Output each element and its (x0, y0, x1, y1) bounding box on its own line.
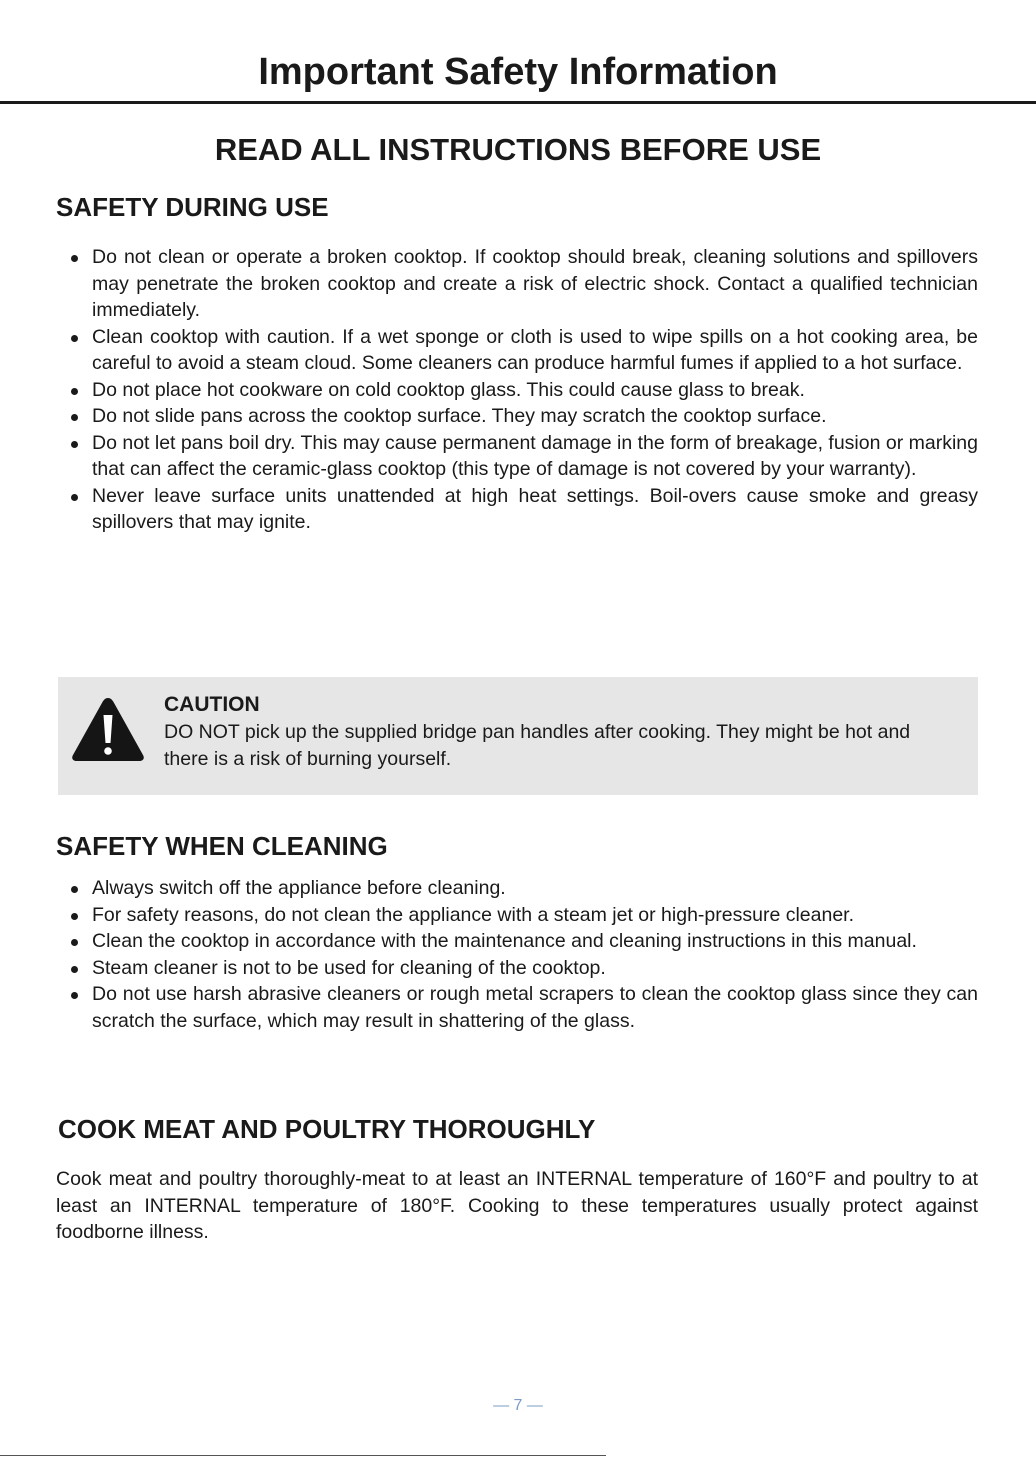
section-heading-cook-meat: COOK MEAT AND POULTRY THOROUGHLY (58, 1114, 596, 1144)
section-heading-safety-during-use: SAFETY DURING USE (56, 192, 329, 222)
page-subtitle: READ ALL INSTRUCTIONS BEFORE USE (214, 132, 822, 167)
warning-triangle-icon (70, 695, 146, 763)
list-item: Clean the cooktop in accordance with the maintenance and cleaning instructions in this manual. (70, 928, 978, 955)
page-title: Important Safety Information (258, 51, 778, 93)
list-item: Do not use harsh abrasive cleaners or rough metal scrapers to clean the cooktop glass since they can scratch the surface, which may result in shattering of the glass. (70, 981, 978, 1034)
bottom-divider (0, 1455, 606, 1456)
cook-meat-paragraph: Cook meat and poultry thoroughly-meat to at least an INTERNAL temperature of 160°F and poultry to at least an INTERNAL temperature of 180°F. Cooking to these temperatures usually protect against foodborne illness. (56, 1168, 978, 1243)
list-item: Do not place hot cookware on cold cooktop glass. This could cause glass to break. (70, 377, 978, 404)
list-item: Always switch off the appliance before cleaning. (70, 875, 978, 902)
safety-during-use-list (70, 244, 978, 536)
list-item: Do not slide pans across the cooktop surface. They may scratch the cooktop surface. (70, 403, 978, 430)
page-number: — 7 — (493, 1397, 543, 1414)
section-heading-safety-when-cleaning: SAFETY WHEN CLEANING (56, 831, 388, 861)
list-item: Never leave surface units unattended at high heat settings. Boil-overs cause smoke and greasy spillovers that may ignite. (70, 483, 978, 536)
list-item: Do not let pans boil dry. This may cause permanent damage in the form of breakage, fusion or marking that can affect the ceramic-glass cooktop (this type of damage is not covered by your warranty). (70, 430, 978, 483)
list-item: Clean cooktop with caution. If a wet sponge or cloth is used to wipe spills on a hot cooking area, be careful to avoid a steam cloud. Some cleaners can produce harmful fumes if applied to a hot surface. (70, 324, 978, 377)
caution-text: DO NOT pick up the supplied bridge pan handles after cooking. They might be hot and there is a risk of burning yourself. (164, 721, 911, 770)
list-item: Do not clean or operate a broken cooktop. If cooktop should break, cleaning solutions and spillovers may penetrate the broken cooktop and create a risk of electric shock. Contact a qualified technician immediately. (70, 244, 978, 324)
list-item: Steam cleaner is not to be used for cleaning of the cooktop. (70, 955, 978, 982)
caution-box (58, 677, 978, 795)
title-divider (0, 101, 1036, 104)
safety-when-cleaning-list (70, 875, 978, 1034)
caution-title: CAUTION (164, 693, 260, 716)
list-item: For safety reasons, do not clean the appliance with a steam jet or high-pressure cleaner. (70, 902, 978, 929)
